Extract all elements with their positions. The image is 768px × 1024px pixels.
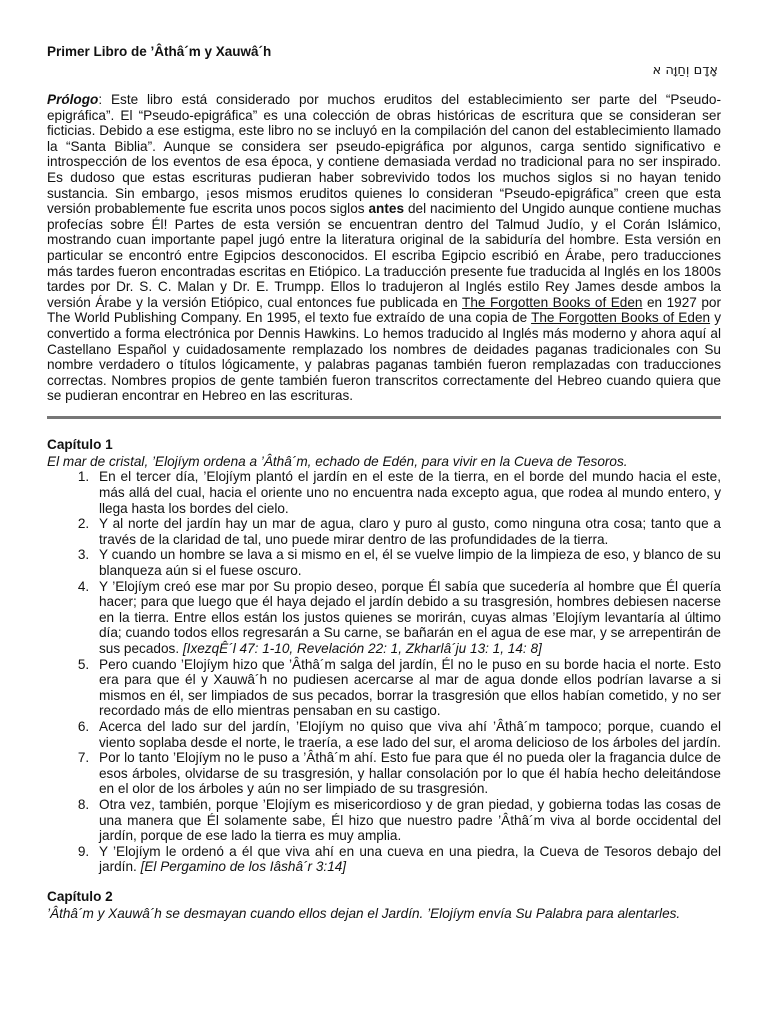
verse-item — [93, 797, 721, 844]
prologue-paragraph — [47, 92, 721, 404]
verse-text: En el tercer día, ’Elojíym plantó el jardín en el este de la tierra, en el borde del mundo hacia el este, más allá del cual, hacia el oriente uno no encuentra nada excepto agua, que rodea al mundo entero, y llega hasta los bordes del cielo. — [99, 469, 721, 516]
chapter-2-subtitle: ’Âthâ´m y Xauwâ´h se desmayan cuando ellos dejan el Jardín. ’Elojíym envía Su Palabra para alentarles. — [47, 905, 681, 921]
section-divider — [47, 416, 721, 419]
book-title: Primer Libro de ’Âthâ´m y Xauwâ´h — [47, 44, 272, 59]
prologue-text: : Este libro está considerado por muchos eruditos del establecimiento ser parte del “Pseudo-epigráfica”. El “Pseudo-epigráfica” es una colección de obras históricas de escritura que se consideran ser ficticias. Debido a ese estigma, este libro no se incluyó en la compilación del canon del establecimiento llamado la “Santa Biblia”. Aunque se considera ser pseudo-epigráfica por algunos, carga sentido significativo e introspección de los eventos de esa época, y contiene demasiada verdad no tradicional para no ser inspirado. Es dudoso que estas escrituras pudieran haber sobrevivido todos los muchos siglos si no hayan tenido sustancia. Sin embargo, ¡esos mismos eruditos quienes lo consideran “Pseudo-epigráfica” creen que esta versión probablemente fue escrita unos pocos siglos — [47, 92, 721, 217]
scripture-reference: [IxezqÊ´l 47: 1-10, Revelación 22: 1, Zkharlâ´ju 13: 1, 14: 8] — [182, 641, 542, 656]
verse-text: Pero cuando ’Elojíym hizo que ’Âthâ´m salga del jardín, Él no le puso en su borde hacia el norte. Esto era para que él y Xauwâ´h no pudiesen acercarse al mar de agua donde ellos podrían lavarse a si mismos en él, ser limpiados de sus pecados, borrar la trasgresión que ellos habían cometido, y no ser recordado más de ello mientras pensaban en su castigo. — [99, 656, 721, 719]
prologue-text-4: y convertido a forma electrónica por Dennis Hawkins. Lo hemos traducido al Inglés más moderno y ahora aquí al Castellano Español y cuidadosamente remplazado los nombres de deidades paganas tradicionales con Su nombre verdadero o títulos lógicamente, y palabras paganas también fueron remplazadas con traducciones correctas. Nombres propios de gente también fueron transcritos correctamente del Hebreo cuando quiera que se pudieran encontrar en Hebreo en las escrituras. — [47, 310, 721, 404]
verse-item — [93, 719, 721, 750]
prologue-lead: Prólogo — [47, 92, 99, 107]
verse-item — [93, 750, 721, 797]
verse-item — [93, 579, 721, 657]
prologue-text-3: en 1927 por The World Publishing Company. En 1995, el texto fue extraído de una copia de — [47, 294, 722, 326]
chapter-1-subtitle: El mar de cristal, ’Elojíym ordena a ’Âthâ´m, echado de Edén, para vivir en la Cueva de Tesoros. — [47, 453, 628, 469]
verse-item — [93, 547, 721, 578]
verse-text: Acerca del lado sur del jardín, ’Elojíym no quiso que viva ahí ’Âthâ´m tampoco; porque, cuando el viento soplaba desde el norte, le traería, a ese lado del sur, el aroma delicioso de los árboles del jardín. — [99, 718, 721, 750]
verse-text: Otra vez, también, porque ’Elojíym es misericordioso y de gran piedad, y gobierna todas las cosas de una manera que Él solamente sabe, Él hizo que nuestro padre ’Âthâ´m viva al borde occidental del jardín, porque de ese lado la tierra es muy amplia. — [99, 796, 721, 844]
hebrew-title: אָדָם וְחַוָּה א — [652, 63, 718, 78]
verse-text: Y ’Elojíym le ordenó a él que viva ahí en una cueva en una piedra, la Cueva de Tesoros debajo del jardín. — [99, 843, 721, 875]
verse-item — [93, 844, 721, 875]
verse-item — [93, 516, 721, 547]
book-reference-2: The Forgotten Books of Eden — [531, 310, 711, 326]
book-reference-1: The Forgotten Books of Eden — [462, 294, 643, 310]
verse-text: Y al norte del jardín hay un mar de agua, claro y puro al gusto, como ninguna otra cosa; tanto que a través de la claridad de tal, uno puede mirar dentro de las profundidades de la tierra. — [99, 516, 721, 547]
verse-text: Y cuando un hombre se lava a si mismo en el, él se vuelve limpio de la limpieza de eso, y blanco de su blanqueza aún si el fuese oscuro. — [99, 547, 721, 579]
chapter-1-verses — [47, 469, 721, 874]
scripture-reference: [El Pergamino de los Iâshâ´r 3:14] — [140, 859, 347, 875]
verse-text: Y ’Elojíym creó ese mar por Su propio deseo, porque Él sabía que sucedería al hombre que Él quería hacer; para que luego que él haya dejado el jardín debido a su trasgresión, hombres debiesen nacerse en la tierra. Entre ellos están los justos quienes se morirán, cuyas almas ’Elojíym levantaría al último día; cuando todos ellos regresarán a Su carne, se bañarán en el agua de ese mar, y se arrepentirán de sus pecados. — [99, 578, 721, 656]
verse-item — [93, 657, 721, 719]
prologue-emphasis: antes — [368, 201, 405, 217]
verse-text: Por lo tanto ’Elojíym no le puso a ’Âthâ´m ahí. Esto fue para que él no pueda oler la fragancia dulce de esos árboles, olvidarse de su trasgresión, y hallar consolación por lo que él había hecho deleitándose en el olor de los árboles y aún no ser limpiado de su trasgresión. — [99, 750, 721, 797]
verse-item — [93, 469, 721, 516]
chapter-2-heading: Capítulo 2 — [47, 888, 113, 904]
chapter-1-heading: Capítulo 1 — [47, 436, 113, 452]
prologue-text-2: del nacimiento del Ungido aunque contiene muchas profecías sobre Él! Partes de esta versión se encuentran dentro del Talmud Judío, y el Corán Islámico, mostrando cuan importante papel jugó entre la literatura original de la sabiduría del hombre. Esta versión en particular se encontró entre Egipcios desconocidos. El escriba Egipcio escribió en Árabe, pero traducciones más tardes fueron encontradas escritas en Etiópico. La traducción presente fue traducida al Inglés en los 1800s tardes por Dr. S. C. Malan y Dr. E. Trumpp. Ellos lo tradujeron al Inglés estilo Rey James desde ambos la versión Árabe y la versión Etiópico, cual entonces fue publicada en — [47, 201, 722, 310]
